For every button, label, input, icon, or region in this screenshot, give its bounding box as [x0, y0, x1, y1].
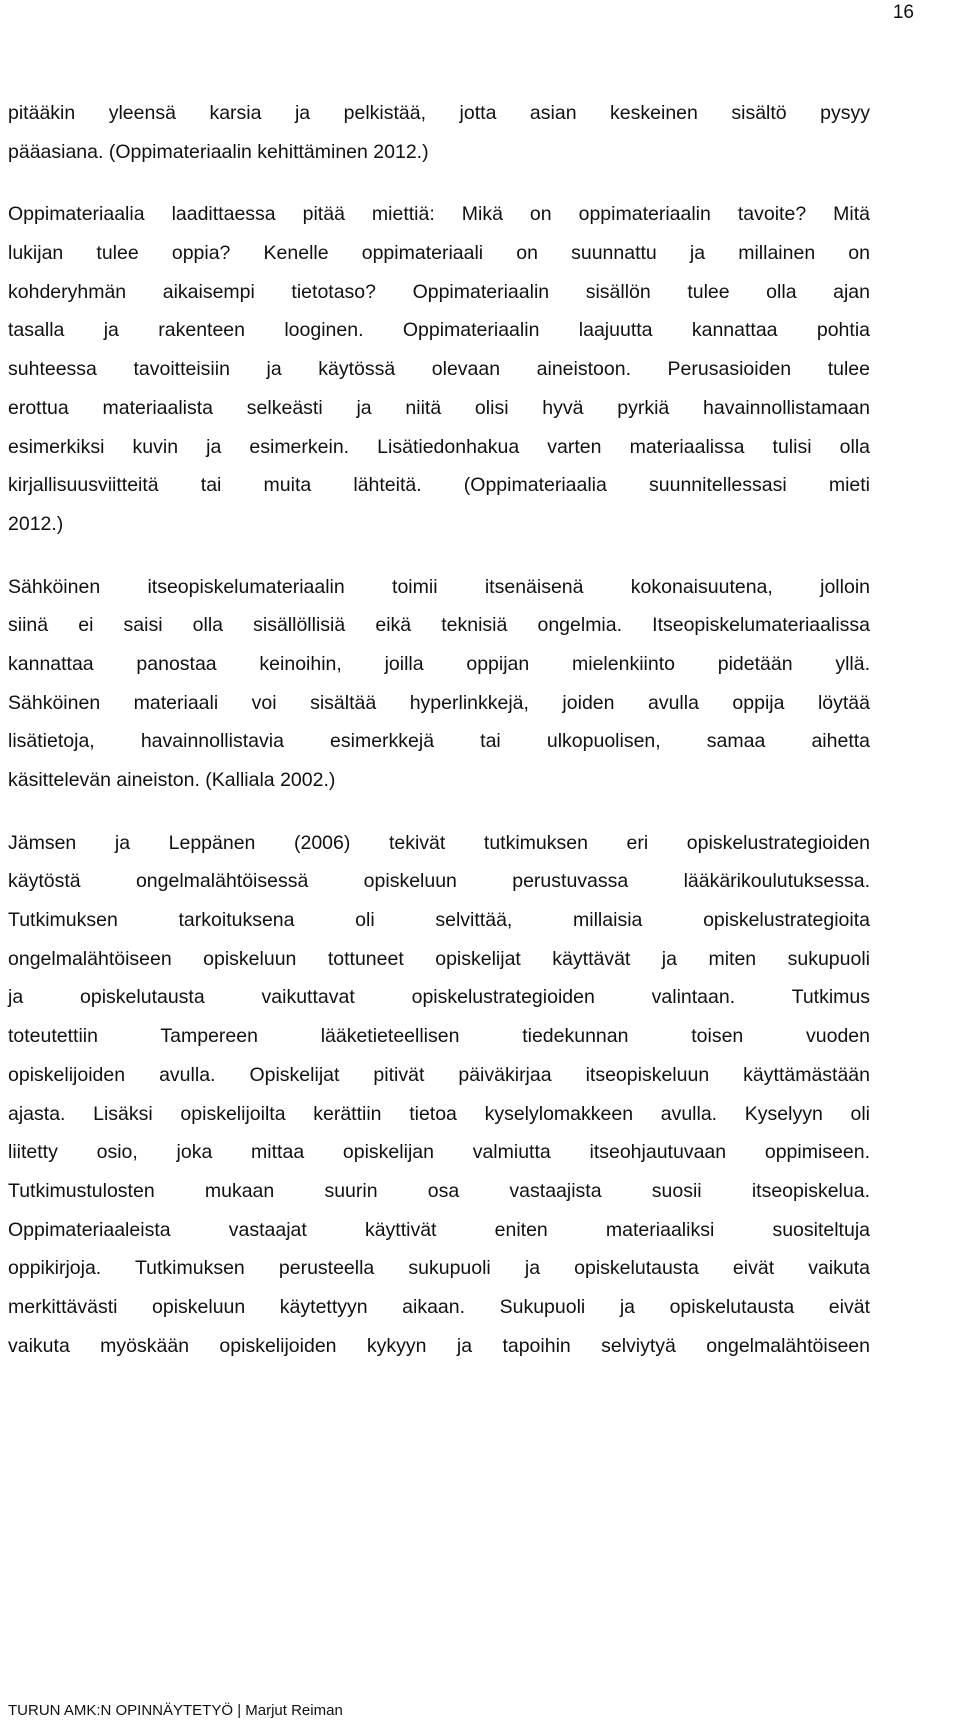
text-line: ajasta. Lisäksi opiskelijoilta kerättiin tietoa kyselylomakkeen avulla. Kyselyyn oli	[8, 1102, 870, 1125]
text-line: merkittävästi opiskeluun käytettyyn aikaan. Sukupuoli ja opiskelutausta eivät	[8, 1295, 870, 1318]
text-line: Tutkimustulosten mukaan suurin osa vastaajista suosii itseopiskelua.	[8, 1179, 870, 1202]
paragraph-1	[8, 94, 870, 171]
footer-text: TURUN AMK:N OPINNÄYTETYÖ | Marjut Reiman	[8, 1702, 343, 1719]
text-line: käsittelevän aineiston. (Kalliala 2002.)	[8, 769, 336, 791]
text-line: Tutkimuksen tarkoituksena oli selvittää, millaisia opiskelustrategioita	[8, 909, 870, 932]
text-line: ja opiskelutausta vaikuttavat opiskelustrategioiden valintaan. Tutkimus	[8, 986, 870, 1009]
text-line: pitääkin yleensä karsia ja pelkistää, jotta asian keskeinen sisältö pysyy	[8, 102, 870, 124]
text-line: kohderyhmän aikaisempi tietotaso? Oppimateriaalin sisällön tulee olla ajan	[8, 280, 870, 303]
text-line: lisätietoja, havainnollistavia esimerkkejä tai ulkopuolisen, samaa aihetta	[8, 730, 870, 753]
paragraph-2	[8, 195, 870, 543]
text-line: liitetty osio, joka mittaa opiskelijan valmiutta itseohjautuvaan oppimiseen.	[8, 1141, 870, 1164]
text-line: Oppimateriaalia laadittaessa pitää miettiä: Mikä on oppimateriaalin tavoite? Mitä	[8, 203, 870, 226]
text-line: Sähköinen itseopiskelumateriaalin toimii itsenäisenä kokonaisuutena, jolloin	[8, 575, 870, 598]
text-line: kannattaa panostaa keinoihin, joilla oppijan mielenkiinto pidetään yllä.	[8, 652, 870, 675]
text-line: vaikuta myöskään opiskelijoiden kykyyn ja tapoihin selviytyä ongelmalähtöiseen	[8, 1334, 870, 1357]
text-line: oppikirjoja. Tutkimuksen perusteella sukupuoli ja opiskelutausta eivät vaikuta	[8, 1257, 870, 1280]
page-number: 16	[892, 2, 914, 23]
text-line: lukijan tulee oppia? Kenelle oppimateriaali on suunnattu ja millainen on	[8, 242, 870, 265]
text-line: siinä ei saisi olla sisällöllisiä eikä teknisiä ongelmia. Itseopiskelumateriaalissa	[8, 614, 870, 637]
text-line: erottua materiaalista selkeästi ja niitä olisi hyvä pyrkiä havainnollistamaan	[8, 396, 870, 419]
text-line: pääasiana. (Oppimateriaalin kehittäminen 2012.)	[8, 140, 429, 163]
body-text	[8, 94, 870, 1365]
text-line: toteutettiin Tampereen lääketieteellisen tiedekunnan toisen vuoden	[8, 1025, 870, 1048]
text-line: ongelmalähtöiseen opiskeluun tottuneet opiskelijat käyttävät ja miten sukupuoli	[8, 947, 870, 970]
text-line: opiskelijoiden avulla. Opiskelijat pitivät päiväkirjaa itseopiskeluun käyttämästään	[8, 1063, 870, 1086]
text-line: 2012.)	[8, 512, 64, 535]
paragraph-3	[8, 568, 870, 800]
text-line: Jämsen ja Leppänen (2006) tekivät tutkimuksen eri opiskelustrategioiden	[8, 831, 870, 854]
text-line: tasalla ja rakenteen looginen. Oppimateriaalin laajuutta kannattaa pohtia	[8, 319, 870, 342]
text-line: kirjallisuusviitteitä tai muita lähteitä. (Oppimateriaalia suunnitellessasi mieti	[8, 474, 870, 497]
text-line: Sähköinen materiaali voi sisältää hyperlinkkejä, joiden avulla oppija löytää	[8, 691, 870, 714]
text-line: Oppimateriaaleista vastaajat käyttivät eniten materiaaliksi suositeltuja	[8, 1218, 870, 1241]
text-line: käytöstä ongelmalähtöisessä opiskeluun perustuvassa lääkärikoulutuksessa.	[8, 870, 870, 893]
paragraph-4	[8, 824, 870, 1366]
text-line: esimerkiksi kuvin ja esimerkein. Lisätiedonhakua varten materiaalissa tulisi olla	[8, 435, 870, 458]
text-line: suhteessa tavoitteisiin ja käytössä olevaan aineistoon. Perusasioiden tulee	[8, 358, 870, 381]
